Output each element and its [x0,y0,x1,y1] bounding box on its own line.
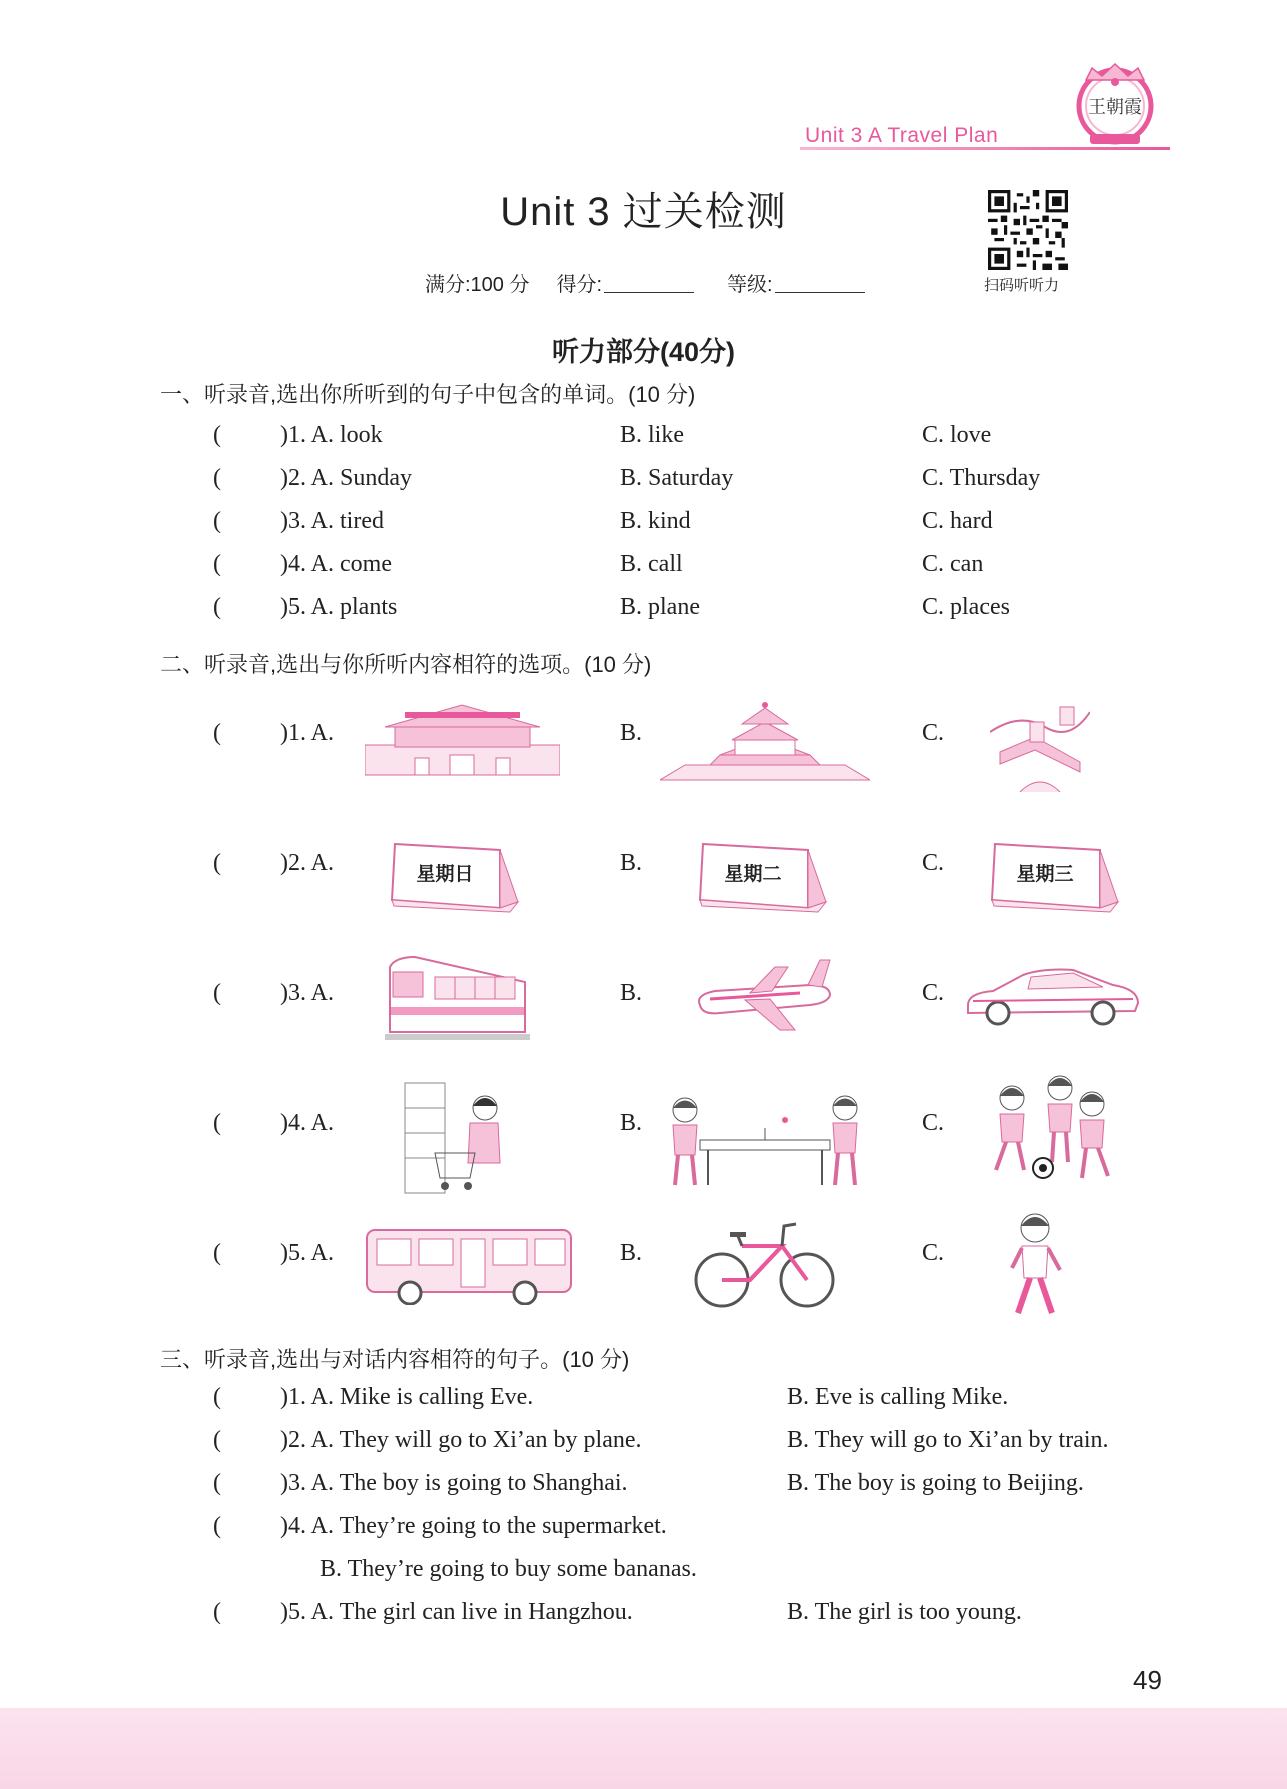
option-a-text: )1. A. Mike is calling Eve. [280,1384,534,1410]
option-a-text: )2. A. They will go to Xi’an by plane. [280,1427,642,1453]
shopping-picture[interactable] [400,1078,505,1196]
calendar-label: 星期三 [1016,863,1074,885]
answer-paren-open[interactable]: ( [213,720,221,746]
tiananmen-picture[interactable] [365,700,560,780]
option-c-label: C. [922,720,945,746]
answer-paren-open[interactable]: ( [213,1470,221,1496]
footer-band [0,1708,1287,1789]
option-b-label: B. [620,980,643,1006]
part1-heading: 一、听录音,选出你所听到的句子中包含的单词。(10 分) [160,382,696,407]
qr-code[interactable] [988,190,1068,270]
answer-paren-open[interactable]: ( [213,1240,221,1266]
option-c-text: C. can [922,551,984,577]
option-b-text: B. The girl is too young. [787,1599,1022,1625]
qr-caption: 扫码听听力 [984,277,1060,294]
ping-pong-picture[interactable] [660,1090,870,1190]
question-number: )3. A. [280,980,334,1006]
option-a-text: )5. A. plants [280,594,398,620]
option-a-text: )3. A. The boy is going to Shanghai. [280,1470,628,1496]
answer-paren-open[interactable]: ( [213,594,221,620]
option-a-text: )4. A. They’re going to the supermarket. [280,1513,667,1539]
listening-heading: 听力部分(40分) [551,337,735,367]
option-b-label: B. [620,850,643,876]
option-b-text: B. call [620,551,683,577]
answer-paren-open[interactable]: ( [213,1384,221,1410]
train-picture[interactable] [385,952,530,1044]
option-a-text: )3. A. tired [280,508,384,534]
part1-row-2 [0,465,1287,505]
option-c-text: C. hard [922,508,993,534]
part3-row-1 [0,1384,1287,1424]
calendar-label: 星期日 [416,863,474,885]
football-picture[interactable] [990,1070,1115,1192]
option-b-text: B. Saturday [620,465,734,491]
bus-picture[interactable] [365,1225,575,1305]
option-b-label: B. [620,1110,643,1136]
part3-heading: 三、听录音,选出与对话内容相符的句子。(10 分) [160,1347,630,1372]
option-a-text: )4. A. come [280,551,392,577]
bike-picture[interactable] [692,1218,837,1312]
full-score: 满分:100 分 [425,274,530,296]
option-a-text: )1. A. look [280,422,383,448]
part3-row-2 [0,1427,1287,1467]
option-c-label: C. [922,1240,945,1266]
answer-paren-open[interactable]: ( [213,850,221,876]
option-b-label: B. [620,1240,643,1266]
option-c-label: C. [922,850,945,876]
option-a-text: )2. A. Sunday [280,465,412,491]
option-b-text: B. plane [620,594,700,620]
answer-paren-open[interactable]: ( [213,980,221,1006]
option-b-text: B. The boy is going to Beijing. [787,1470,1084,1496]
option-c-text: C. Thursday [922,465,1041,491]
calendar-wednesday-picture[interactable] [990,840,1125,916]
part3-row-5 [0,1599,1287,1639]
part3-row-4 [0,1513,1287,1553]
option-c-text: C. places [922,594,1010,620]
question-number: )5. A. [280,1240,334,1266]
part3-row-4b [0,1556,1287,1596]
part1-row-5 [0,594,1287,634]
answer-paren-open[interactable]: ( [213,1427,221,1453]
option-b-text: B. They will go to Xi’an by train. [787,1427,1109,1453]
calendar-tuesday-picture[interactable] [698,840,833,916]
option-c-label: C. [922,1110,945,1136]
answer-paren-open[interactable]: ( [213,551,221,577]
calendar-label: 星期二 [724,863,782,885]
calendar-sunday-picture[interactable] [390,840,525,916]
publisher-logo [1072,58,1158,154]
grade-blank[interactable] [775,274,865,293]
part1-row-4 [0,551,1287,591]
car-picture[interactable] [963,965,1143,1027]
part2-row-1 [0,720,1287,760]
answer-paren-open[interactable]: ( [213,1513,221,1539]
part3-row-3 [0,1470,1287,1510]
part1-row-3 [0,508,1287,548]
page-number: 49 [1133,1665,1162,1695]
question-number: )4. A. [280,1110,334,1136]
svg-text:王朝霞: 王朝霞 [1088,97,1142,118]
question-number: )2. A. [280,850,334,876]
plane-picture[interactable] [690,955,835,1037]
temple-of-heaven-picture[interactable] [660,700,870,785]
unit-tag: Unit 3 A Travel Plan [805,124,999,147]
part1-row-1 [0,422,1287,462]
walking-picture[interactable] [1000,1208,1070,1320]
answer-paren-open[interactable]: ( [213,465,221,491]
option-c-label: C. [922,980,945,1006]
answer-paren-open[interactable]: ( [213,422,221,448]
option-b-text: B. kind [620,508,691,534]
part2-row-5 [0,1240,1287,1280]
option-c-text: C. love [922,422,992,448]
option-a-text: )5. A. The girl can live in Hangzhou. [280,1599,633,1625]
page-title: Unit 3 过关检测 [500,190,787,234]
answer-paren-open[interactable]: ( [213,1599,221,1625]
score-label: 得分: [556,274,603,296]
option-b-label: B. [620,720,643,746]
great-wall-picture[interactable] [990,692,1090,792]
score-line [425,268,893,297]
part2-heading: 二、听录音,选出与你所听内容相符的选项。(10 分) [160,652,652,677]
answer-paren-open[interactable]: ( [213,1110,221,1136]
option-b-text: B. Eve is calling Mike. [787,1384,1009,1410]
answer-paren-open[interactable]: ( [213,508,221,534]
score-blank[interactable] [604,274,694,293]
grade-label: 等级: [727,274,773,296]
question-number: )1. A. [280,720,334,746]
option-b-text: B. like [620,422,684,448]
option-b-text: B. They’re going to buy some bananas. [320,1556,697,1582]
